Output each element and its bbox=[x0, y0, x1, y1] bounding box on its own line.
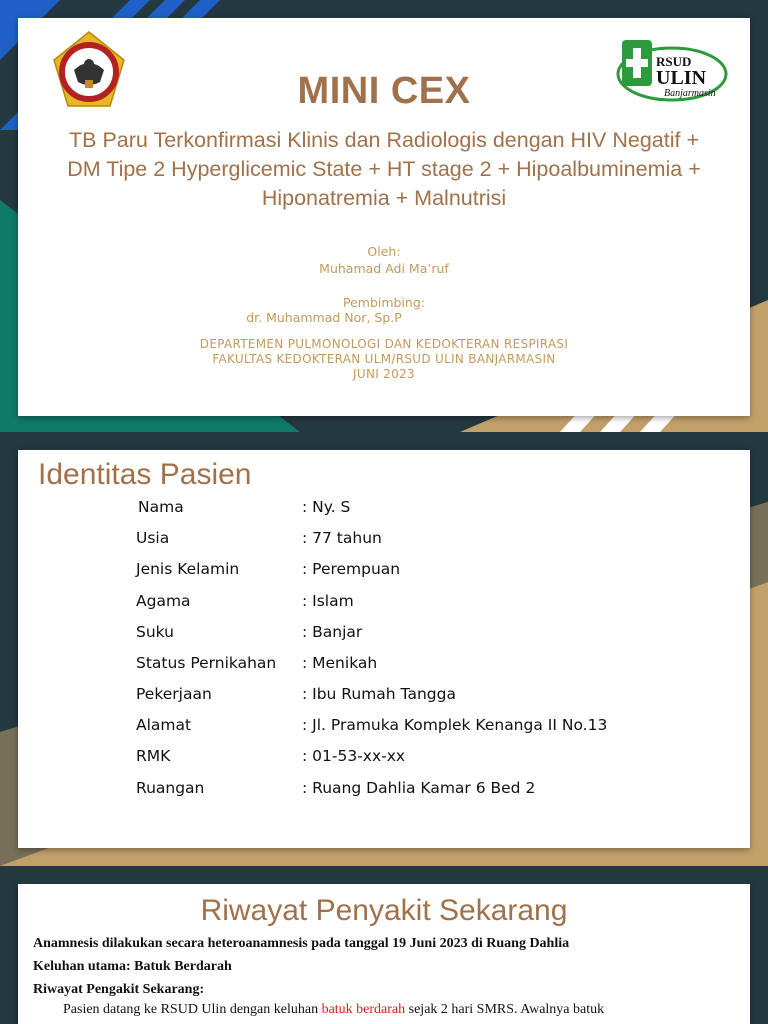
field-value: : Ruang Dahlia Kamar 6 Bed 2 bbox=[302, 779, 536, 797]
pembimbing-label: Pembimbing: bbox=[342, 295, 426, 310]
logo-text-city: Banjarmasin bbox=[664, 88, 716, 99]
highlight-text: batuk berdarah bbox=[321, 1002, 406, 1017]
field-label: Pekerjaan bbox=[136, 685, 212, 703]
field-label: Alamat bbox=[136, 716, 192, 734]
field-value: : Ny. S bbox=[302, 498, 351, 516]
presentation-subtitle bbox=[28, 126, 740, 213]
para-text: sejak 2 hari SMRS. Awalnya batuk bbox=[405, 1002, 605, 1017]
field-label: Agama bbox=[136, 592, 191, 610]
patient-identity-slide bbox=[0, 432, 768, 866]
presentation-title: MINI CEX bbox=[297, 70, 471, 112]
field-value: : Islam bbox=[302, 592, 354, 610]
field-value: : Ibu Rumah Tangga bbox=[302, 685, 456, 703]
subtitle-line: TB Paru Terkonfirmasi Klinis dan Radiologis dengan HIV Negatif + bbox=[69, 128, 699, 152]
field-value: : Jl. Pramuka Komplek Kenanga II No.13 bbox=[302, 716, 608, 734]
department-info bbox=[0, 337, 768, 382]
dept-line: FAKULTAS KEDOKTERAN ULM/RSUD ULIN BANJARMASIN bbox=[212, 352, 556, 366]
history-paragraph bbox=[33, 1002, 735, 1018]
field-value: : Menikah bbox=[302, 654, 378, 672]
field-label: Suku bbox=[136, 623, 174, 641]
field-value: : Perempuan bbox=[302, 560, 401, 578]
field-label: Nama bbox=[138, 498, 184, 516]
history-title: Riwayat Penyakit Sekarang bbox=[200, 894, 568, 927]
dept-line: DEPARTEMEN PULMONOLOGI DAN KEDOKTERAN RESPIRASI bbox=[199, 337, 569, 351]
field-label: Status Pernikahan bbox=[136, 654, 277, 672]
field-label: Jenis Kelamin bbox=[136, 560, 240, 578]
history-heading: Riwayat Pengakit Sekarang: bbox=[33, 982, 205, 997]
subtitle-line: DM Tipe 2 Hyperglicemic State + HT stage 2 + Hipoalbuminemia + bbox=[67, 157, 701, 181]
anamnesis-line: Anamnesis dilakukan secara heteroanamnesis pada tanggal 19 Juni 2023 di Ruang Dahlia bbox=[33, 936, 570, 951]
logo-text-rsud: RSUD bbox=[656, 54, 692, 69]
field-label: RMK bbox=[136, 747, 171, 765]
field-value: : Banjar bbox=[302, 623, 363, 641]
field-label: Ruangan bbox=[136, 779, 205, 797]
author-name: Muhamad Adi Ma’ruf bbox=[319, 261, 449, 276]
para-text: Pasien datang ke RSUD Ulin dengan keluhan bbox=[63, 1002, 322, 1017]
dept-line: JUNI 2023 bbox=[353, 367, 415, 381]
field-value: : 77 tahun bbox=[302, 529, 382, 547]
identity-title: Identitas Pasien bbox=[38, 458, 252, 491]
field-value: : 01-53-xx-xx bbox=[302, 747, 406, 765]
supervisor-name: dr. Muhammad Nor, Sp.P bbox=[246, 310, 402, 325]
oleh-label: Oleh: bbox=[367, 244, 401, 259]
subtitle-line: Hiponatremia + Malnutrisi bbox=[261, 186, 507, 210]
chief-complaint: Keluhan utama: Batuk Berdarah bbox=[33, 959, 232, 974]
logo-text-ulin: ULIN bbox=[656, 67, 707, 89]
field-label: Usia bbox=[136, 529, 170, 547]
